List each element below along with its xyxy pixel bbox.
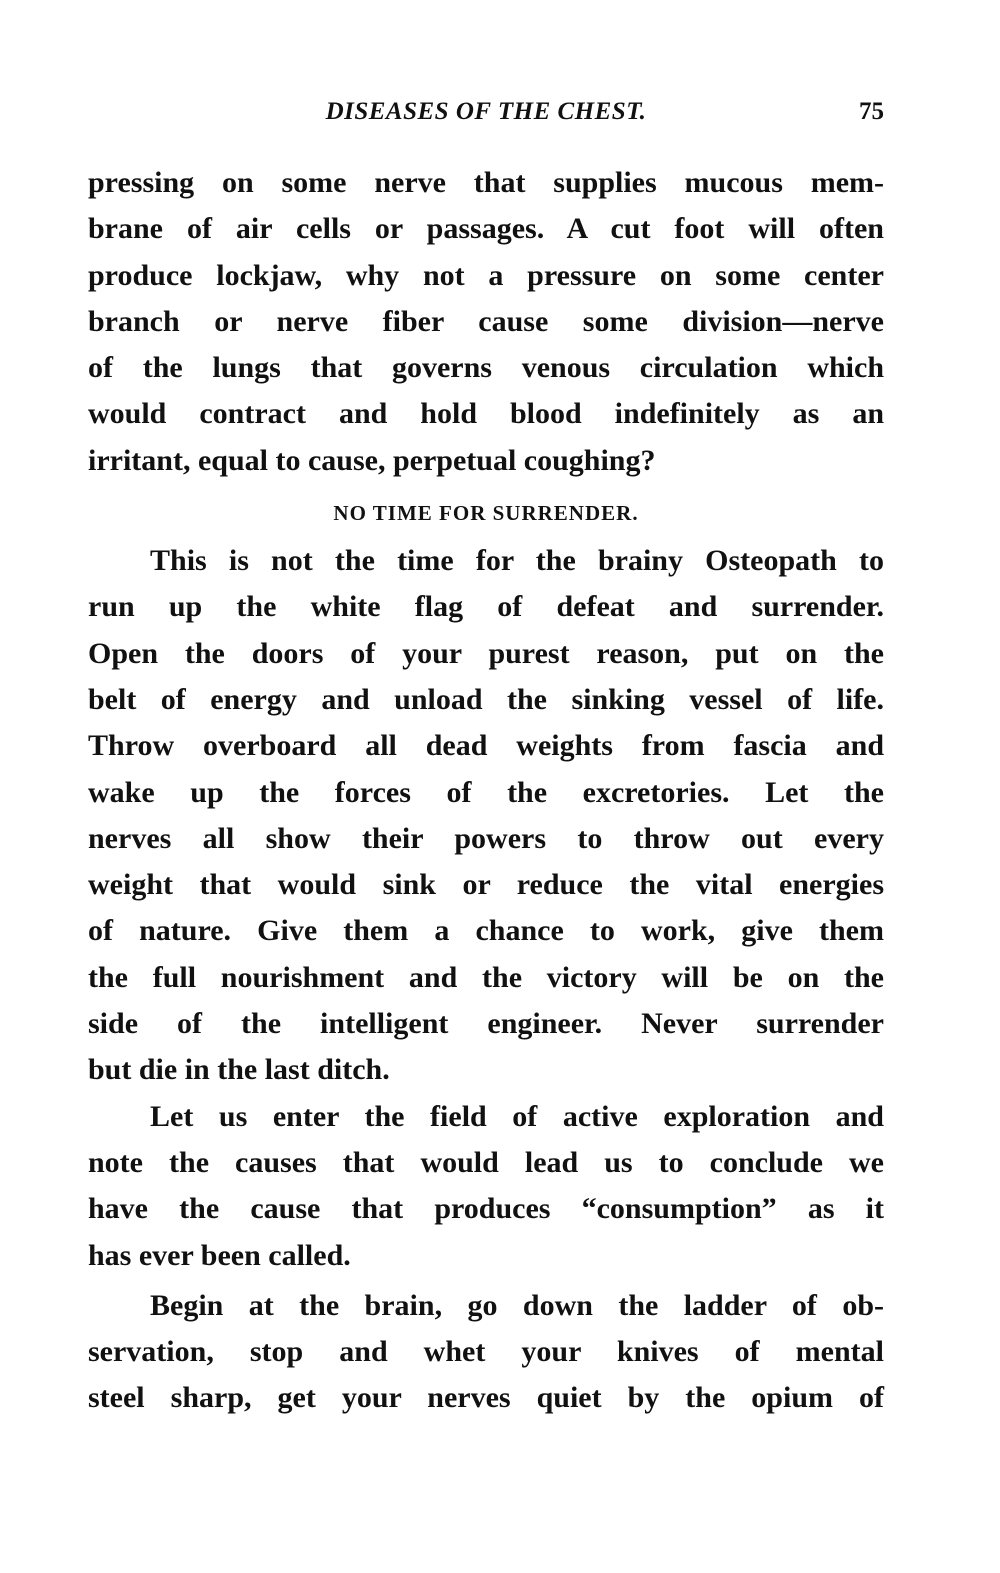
- text-line: steel sharp, get your nerves quiet by the opium of: [88, 1381, 884, 1415]
- text-line: produce lockjaw, why not a pressure on some center: [88, 258, 884, 292]
- section-heading: NO TIME FOR SURRENDER.: [333, 501, 639, 526]
- text-line: servation, stop and whet your knives of mental: [88, 1335, 884, 1369]
- text-line: run up the white flag of defeat and surrender.: [88, 590, 884, 624]
- text-line: Let us enter the field of active exploration and: [150, 1099, 884, 1133]
- text-line: of the lungs that governs venous circulation which: [88, 351, 884, 385]
- text-line: but die in the last ditch.: [88, 1053, 390, 1087]
- text-line: Throw overboard all dead weights from fascia and: [88, 729, 884, 763]
- text-line: wake up the forces of the excretories. Let the: [88, 775, 884, 809]
- text-block: [88, 160, 884, 1422]
- paragraph-2: [88, 538, 884, 1094]
- text-line: the full nourishment and the victory will be on the: [88, 960, 884, 994]
- paragraph-1: [88, 160, 884, 484]
- running-title: DISEASES OF THE CHEST.: [325, 98, 647, 125]
- text-line: Open the doors of your purest reason, put on the: [88, 636, 884, 670]
- text-line: belt of energy and unload the sinking vessel of life.: [88, 682, 884, 716]
- text-line: pressing on some nerve that supplies mucous mem-: [88, 166, 884, 199]
- text-line: has ever been called.: [88, 1238, 351, 1272]
- text-line: This is not the time for the brainy Osteopath to: [150, 544, 884, 578]
- text-line: side of the intelligent engineer. Never surrender: [88, 1007, 884, 1041]
- text-line: weight that would sink or reduce the vital energies: [88, 868, 884, 902]
- page-number: 75: [859, 98, 884, 125]
- running-head: [88, 98, 884, 138]
- text-line: Begin at the brain, go down the ladder of ob-: [150, 1288, 884, 1322]
- text-line: branch or nerve fiber cause some division—nerve: [88, 304, 884, 338]
- paragraph-3: [88, 1094, 884, 1279]
- text-line: brane of air cells or passages. A cut foot will often: [88, 212, 884, 246]
- text-line: have the cause that produces “consumption” as it: [88, 1192, 884, 1226]
- text-line: irritant, equal to cause, perpetual coughing?: [88, 443, 656, 477]
- text-line: of nature. Give them a chance to work, give them: [88, 914, 884, 948]
- text-line: nerves all show their powers to throw out every: [88, 821, 884, 855]
- paragraph-4: [88, 1283, 884, 1422]
- text-line: would contract and hold blood indefinitely as an: [88, 397, 884, 431]
- text-line: note the causes that would lead us to conclude we: [88, 1145, 884, 1179]
